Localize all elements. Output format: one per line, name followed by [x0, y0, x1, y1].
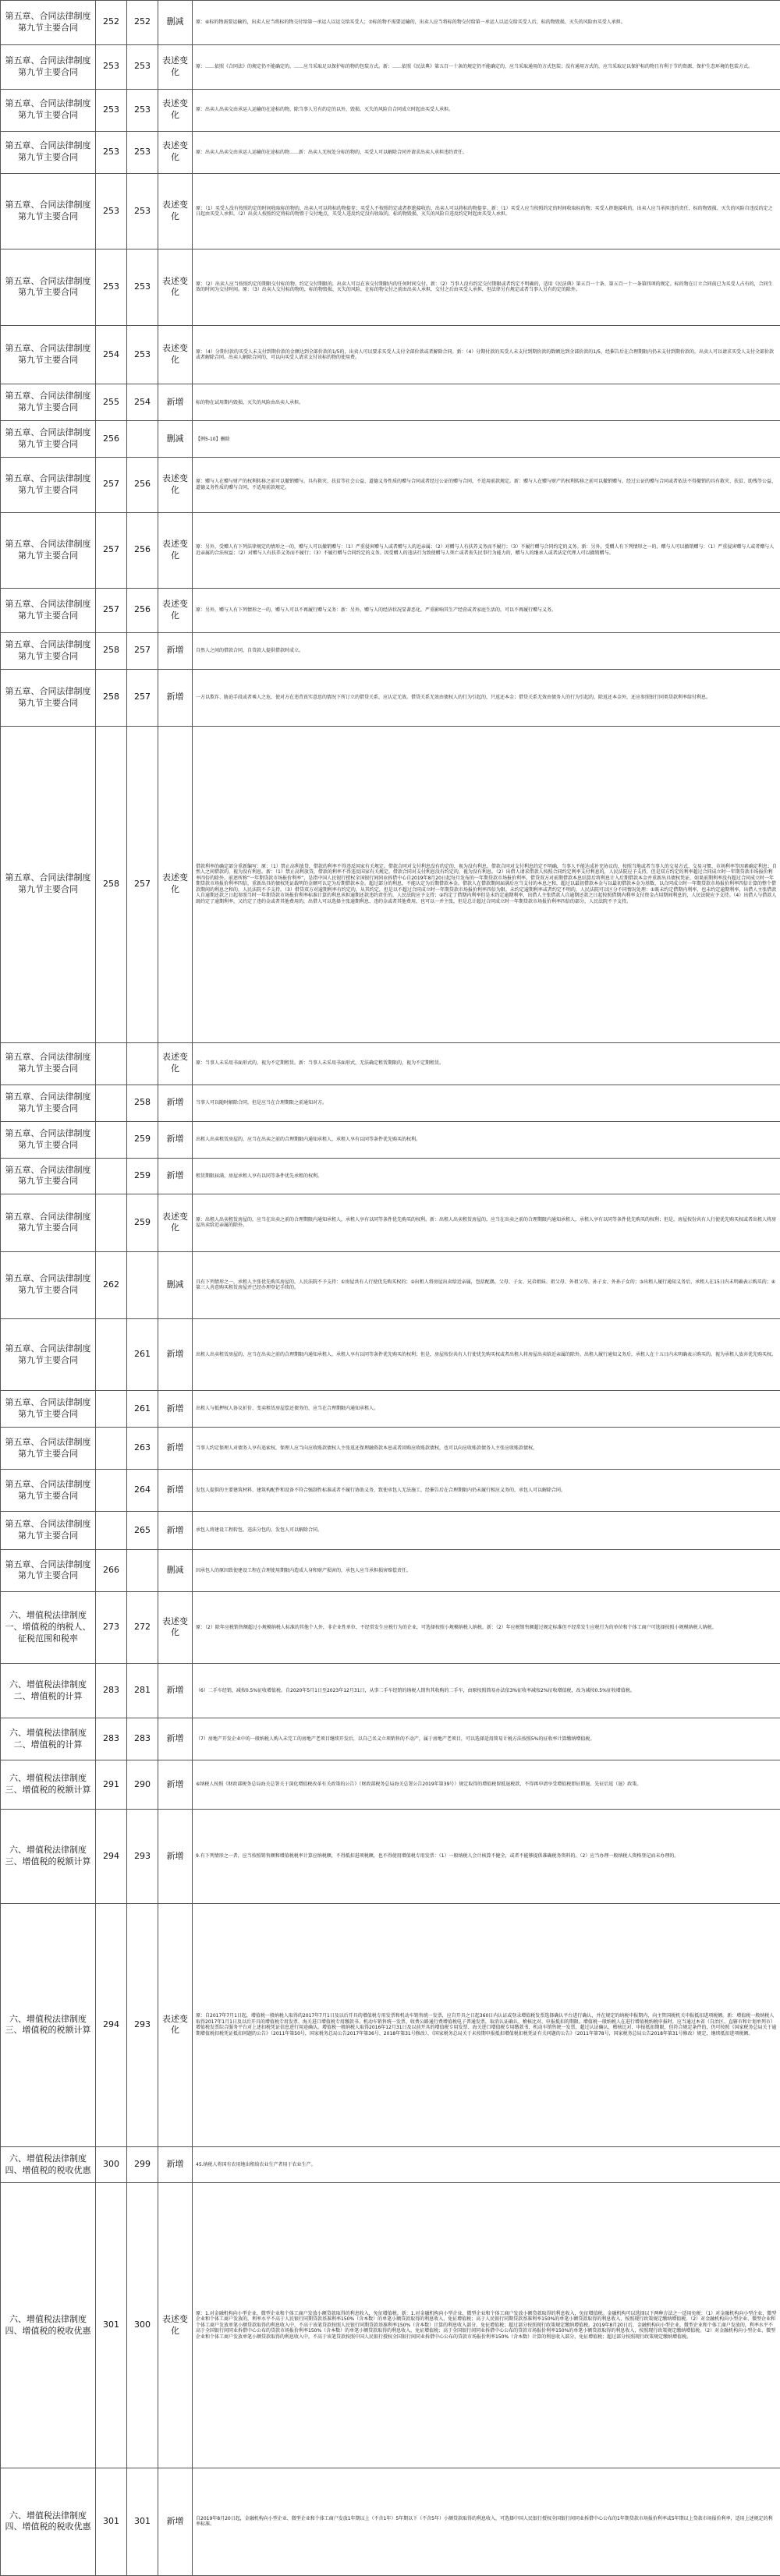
change-type-cell: 表述变化	[158, 1194, 193, 1251]
old-page-cell: 256	[96, 421, 127, 458]
change-type-cell: 表述变化	[158, 89, 193, 131]
change-content-cell: 原：当事人未采用书面形式的，视为不定期租赁。新：当事人未采用书面形式，无法确定租赁期限的，视为不定期租赁。	[193, 1042, 780, 1085]
new-page-cell: 281	[127, 1663, 158, 1718]
old-page-cell: 257	[96, 458, 127, 512]
table-row	[1, 1319, 780, 1391]
table-row	[1, 1158, 780, 1194]
new-page-cell: 253	[127, 89, 158, 131]
chapter-cell: 第五章、合同法律制度第九节主要合同	[1, 89, 96, 131]
new-page-cell: 256	[127, 458, 158, 512]
change-type-cell: 新增	[158, 2468, 193, 2575]
change-content-cell: 借款利率的确定部分重新编写：原：（1）禁止高利放贷，借款的利率不得违反国家有关规定。借款合同对支付利息没有约定的，视为没有利息。借款合同对支付利息约定不明确，当事人不能达成补充协议的，按照当地或者当事人的交易方式、交易习惯、市场利率等因素确定利息；自然人之间借款的，视为没有利息。新：（1）禁止高利放贷，借款的利率不得违反国家有关规定。借款合同对支付利息没有约定的，视为没有利息。（2）出借人请求借款人按照合同约定利率支付利息的，人民法院应予支持，但是双方约定的利率超过合同成立时一年期贷款市场报价利率四倍的除外。前述所称“一年期贷款市场报价利率”，是指中国人民银行授权全国银行间同业拆借中心自2019年8月20日起每月发布的一年期贷款市场报价利率。借贷双方对前期借款本息结算后将利息计入后期借款本金并重新出具债权凭证，如果前期利率没有超过合同成立时一年期贷款市场报价利率四倍，重新出具的债权凭证载明的金额可认定为后期借款本金。超过部分的利息，不能认定为后期借款本金。借款人在借款期间届满后应当支付的本息之和，超过以最初借款本金与以最初借款本金为基数、以合同成立时一年期贷款市场报价利率四倍计算的整个借款期间的利息之和的，人民法院不予支持。（3）借贷双方对逾期利率有约定的，从其约定，但是以不超过合同成立时一年期贷款市场报价利率四倍为限。未约定逾期利率或者约定不明的，人民法院可以区分不同情况处理：①既未约定借期内利率，也未约定逾期利率，出借人主张借款人自逾期还款之日起参照当时一年期贷款市场报价利率标准计算的利息承担逾期还款违约责任的，人民法院应予支持；②约定了借期内利率但是未约定逾期利率，出借人主张借款人自逾期还款之日起按照借期内利率支付资金占用期间利息的，人民法院应予支持。（4）出借人与借款人既约定了逾期利率，又约定了违约金或者其他费用的，出借人可以选择主张逾期利息、违约金或者其他费用，也可以一并主张，但是总计超过合同成立时一年期贷款市场报价利率四倍的部分，人民法院不予支持。	[193, 726, 780, 1042]
change-type-cell: 删减	[158, 1, 193, 45]
change-content-cell: 原：1.对金融机构向小型企业、微型企业和个体工商户发放小额贷款取得的利息收入，免征增值税。新：1.对金融机构向小型企业、微型企业和个体工商户发放小额贷款取得的利息收入，免征增值税。金融机构可以选择以下两种方法之一适用免税：（1）对金融机构向小型企业、微型企业和个体工商户发放的，利率水平不高于人民银行同期贷款基准利率150%（含本数）的单笔小额贷款取得的利息收入，免征增值税；高于人民银行同期贷款基准利率150%的单笔小额贷款取得的利息收入，按照现行政策规定缴纳增值税。（2）对金融机构向小型企业、微型企业和个体工商户发放单笔小额贷款取得的利息收入中，不高于该笔贷款按照人民银行同期贷款基准利率150%（含本数）计算的利息收入部分，免征增值税；超过部分按照现行政策规定缴纳增值税。2019年8月20日后，金融机构向小型企业、微型企业和个体工商户发放的，利率水平不高于全国银行间同业拆借中心公布的贷款市场报价利率150%（含本数）的单笔小额贷款取得的利息收入，免征增值税；高于全国银行间同业拆借中心公布的贷款市场报价利率150%的单笔小额贷款取得的利息收入，按照现行政策规定缴纳增值税。（2）对金融机构向小型企业、微型企业和个体工商户发放单笔小额贷款取得的利息收入中，不高于该笔贷款按照中国人民银行授权全国银行间同业拆借中心公布的贷款市场报价利率150%（含本数）计算的利息收入部分，免征增值税；超过部分按照现行政策规定缴纳增值税。	[193, 2183, 780, 2468]
change-content-cell: 原：（2）除年应税销售额超过小规模纳税人标准的其他个人外，非企业性单位、不经常发生应税行为的企业，可选择按照小规模纳税人纳税。新：（2）年应税销售额超过规定标准但不经常发生应税行为的单位和个体工商户可选择按照小规模纳税人纳税。	[193, 1592, 780, 1664]
new-page-cell: 259	[127, 1158, 158, 1194]
table-row	[1, 632, 780, 669]
chapter-cell: 第五章、合同法律制度第九节主要合同	[1, 1470, 96, 1512]
chapter-cell: 第五章、合同法律制度第九节主要合同	[1, 458, 96, 512]
old-page-cell: 253	[96, 173, 127, 249]
old-page-cell: 294	[96, 1904, 127, 2146]
table-row	[1, 249, 780, 325]
change-type-cell: 表述变化	[158, 1904, 193, 2146]
change-content-cell: 原：赠与人在赠与财产的权利转移之前可以撤销赠与。具有救灾、扶贫等社会公益、道德义务性质的赠与合同或者经过公证的赠与合同，不适用前款规定。新：赠与人在赠与财产的权利转移之前可以撤销赠与。经过公证的赠与合同或者依法不得撤销的具有救灾、扶贫、助残等公益、道德义务性质的赠与合同，不适用前款规定。	[193, 458, 780, 512]
new-page-cell	[127, 421, 158, 458]
change-content-cell: 租赁期限届满，房屋承租人享有以同等条件优先承租的权利。	[193, 1158, 780, 1194]
new-page-cell: 300	[127, 2183, 158, 2468]
chapter-cell: 第五章、合同法律制度第九节主要合同	[1, 1085, 96, 1121]
new-page-cell: 253	[127, 173, 158, 249]
change-content-cell: 原：（4）分期付款的买受人未支付到期价款的金额达到全部价款的1/5的，出卖人可以要求买受人支付全部价款或者解除合同。新：（4）分期付款的买受人未支付到期价款的数额达到全部价款的1/5，经催告后在合理期限内仍未支付到期价款的，出卖人可以请求买受人支付全部价款或者解除合同。出卖人解除合同的，可以向买受人请求支付该标的物的使用费。	[193, 325, 780, 384]
old-page-cell	[96, 1042, 127, 1085]
new-page-cell: 265	[127, 1512, 158, 1550]
new-page-cell: 257	[127, 632, 158, 669]
change-type-cell: 新增	[158, 1121, 193, 1158]
new-page-cell: 283	[127, 1718, 158, 1760]
old-page-cell	[96, 1194, 127, 1251]
new-page-cell: 293	[127, 1809, 158, 1904]
change-content-cell: ⑥纳税人按照《财政部税务总局海关总署关于深化增值税改革有关政策的公告》（财政部税务总局海关总署公告2019年第39号）规定取得的增值税留抵退税款，不得再申请享受增值税即征即退、先征后返（退）政策。	[193, 1760, 780, 1809]
old-page-cell: 262	[96, 1251, 127, 1319]
table-row	[1, 1470, 780, 1512]
old-page-cell: 257	[96, 588, 127, 632]
chapter-cell: 第五章、合同法律制度第九节主要合同	[1, 325, 96, 384]
table-row	[1, 325, 780, 384]
change-type-cell: 表述变化	[158, 726, 193, 1042]
change-content-cell: 发包人提供的主要建筑材料、建筑构配件和设备不符合强制性标准或者不履行协助义务，致使承包人无法施工，经催告后在合理期限内仍未履行相应义务的，承包人可以解除合同。	[193, 1470, 780, 1512]
old-page-cell	[96, 1427, 127, 1469]
old-page-cell: 253	[96, 89, 127, 131]
change-type-cell: 新增	[158, 1663, 193, 1718]
table-row	[1, 1549, 780, 1591]
table-row	[1, 2146, 780, 2183]
change-content-cell: （7）房地产开发企业中的一般纳税人购入未完工的房地产老项目继续开发后，以自己名义立项销售的不动产，属于房地产老项目，可以选择适用简易计税方法按照5%的征收率计算缴纳增值税。	[193, 1718, 780, 1760]
table-row	[1, 669, 780, 726]
old-page-cell: 258	[96, 726, 127, 1042]
new-page-cell: 299	[127, 2146, 158, 2183]
change-type-cell: 新增	[158, 669, 193, 726]
change-content-cell: 原：（2）出卖人应当按照约定的期限交付标的物。约定交付期限的，出卖人可以在该交付期限内的任何时间交付。新：（2）当事人没有约定交付期限或者约定不明确的，适用《民法典》第五百一十条、第五百一十一条第四项的规定。标的物在订立合同前已为买受人占有的，合同生效的时间为交付时间。原：（3）出卖人交付标的物的，标的物毁损、灭失的风险，在标的物交付之前由出卖人承担，交付之后由买受人承担，但法律另有规定或者当事人另有约定的除外。	[193, 249, 780, 325]
change-type-cell: 新增	[158, 1809, 193, 1904]
table-row	[1, 89, 780, 131]
new-page-cell: 257	[127, 669, 158, 726]
table-row	[1, 1121, 780, 1158]
change-content-cell: 一方以欺诈、胁迫手段或者乘人之危，使对方在违背真实意思的情况下所订立的借贷关系，应认定无效。借贷关系无效由债权人的行为引起的，只返还本金；借贷关系无效由债务人的行为引起的，除返还本金外，还应参照银行同类贷款利率给付利息。	[193, 669, 780, 726]
chapter-cell: 六、增值税法律制度三、增值税的税额计算	[1, 1760, 96, 1809]
change-type-cell: 新增	[158, 1470, 193, 1512]
old-page-cell: 273	[96, 1592, 127, 1664]
change-type-cell: 表述变化	[158, 173, 193, 249]
change-type-cell: 删减	[158, 1549, 193, 1591]
old-page-cell: 294	[96, 1809, 127, 1904]
new-page-cell	[127, 1042, 158, 1085]
old-page-cell: 253	[96, 249, 127, 325]
table-row	[1, 131, 780, 173]
chapter-cell: 第五章、合同法律制度第九节主要合同	[1, 632, 96, 669]
chapter-cell: 第五章、合同法律制度第九节主要合同	[1, 173, 96, 249]
old-page-cell	[96, 1391, 127, 1428]
old-page-cell	[96, 1319, 127, 1391]
chapter-cell: 六、增值税法律制度三、增值税的税额计算	[1, 1809, 96, 1904]
old-page-cell: 301	[96, 2183, 127, 2468]
chapter-cell: 第五章、合同法律制度第九节主要合同	[1, 384, 96, 421]
table-row	[1, 1, 780, 45]
old-page-cell: 291	[96, 1760, 127, 1809]
change-content-cell: 自2019年8月20日起，金融机构向小型企业、微型企业和个体工商户发放1年期以上（不含1年）5年期以下（不含5年）小额贷款取得的利息收入，可选择中国人民银行授权全国银行间同业拆借中心公布的1年期贷款市场报价利率或5年期以上贷款市场报价利率，适用上述规定的利率标准。	[193, 2468, 780, 2575]
new-page-cell: 264	[127, 1470, 158, 1512]
change-content-cell: 原：另外，赠与人有下列情形之一的，赠与人可以不再履行赠与义务：新：另外，赠与人的经济状况显著恶化，严重影响其生产经营或者家庭生活的，可以不再履行赠与义务。	[193, 588, 780, 632]
new-page-cell: 293	[127, 1904, 158, 2146]
new-page-cell: 272	[127, 1592, 158, 1664]
change-content-cell: 原：出租人出卖租赁房屋的，应当在出卖之前的合理期限内通知承租人，承租人享有以同等条件优先购买的权利。新：出租人出卖租赁房屋的，应当在出卖之前的合理期限内通知承租人，承租人享有以同等条件优先购买的权利；但是，房屋按份共有人行使优先购买权或者出租人将房屋出卖给近亲属的除外。	[193, 1194, 780, 1251]
change-content-cell: 出租人出卖租赁房屋的，应当在出卖之前的合理期限内通知承租人，承租人享有以同等条件优先购买的权利。	[193, 1121, 780, 1158]
table-row	[1, 1663, 780, 1718]
chapter-cell: 第五章、合同法律制度第九节主要合同	[1, 1042, 96, 1085]
table-row	[1, 588, 780, 632]
table-row	[1, 1718, 780, 1760]
new-page-cell: 256	[127, 512, 158, 588]
new-page-cell: 253	[127, 44, 158, 89]
old-page-cell: 266	[96, 1549, 127, 1591]
chapter-cell: 第五章、合同法律制度第九节主要合同	[1, 512, 96, 588]
change-content-cell: 出租人与抵押权人协议折价、变卖租赁房屋偿还债务的，应当在合理期限内通知承租人。	[193, 1391, 780, 1428]
chapter-cell: 第五章、合同法律制度第九节主要合同	[1, 1, 96, 45]
new-page-cell: 253	[127, 325, 158, 384]
change-type-cell: 新增	[158, 1085, 193, 1121]
change-content-cell: 当事人可以随时解除合同，但是应当在合理期限之前通知对方。	[193, 1085, 780, 1121]
change-type-cell: 表述变化	[158, 588, 193, 632]
chapter-cell: 第五章、合同法律制度第九节主要合同	[1, 726, 96, 1042]
old-page-cell	[96, 1470, 127, 1512]
new-page-cell: 257	[127, 726, 158, 1042]
new-page-cell: 261	[127, 1391, 158, 1428]
new-page-cell: 252	[127, 1, 158, 45]
new-page-cell	[127, 1251, 158, 1319]
table-row	[1, 44, 780, 89]
chapter-cell: 第五章、合同法律制度第九节主要合同	[1, 588, 96, 632]
change-type-cell: 表述变化	[158, 1042, 193, 1085]
change-content-cell: 当事人约定保理人对债务人享有追索权，保理人应当向应收账款债权人主张返还保理融资款本息或者回购应收账款债权，也可以向应收账款债务人主张应收账款债权。	[193, 1427, 780, 1469]
change-type-cell: 新增	[158, 1158, 193, 1194]
chapter-cell: 六、增值税法律制度四、增值税的税收优惠	[1, 2146, 96, 2183]
change-content-cell: 原：出卖人出卖交由承运人运输的在途标的物……新：出卖人无权处分标的物的，买受人可以解除合同并请求出卖人承担违约责任。	[193, 131, 780, 173]
table-row	[1, 1809, 780, 1904]
change-type-cell: 新增	[158, 632, 193, 669]
chapter-cell: 六、增值税法律制度四、增值税的税收优惠	[1, 2468, 96, 2575]
change-content-cell: 原：另外，受赠人有下列法律规定的情形之一的，赠与人可以撤销赠与：（1）严重侵害赠与人或者赠与人的近亲属；（2）对赠与人有扶养义务而不履行；（3）不履行赠与合同约定的义务。新：另外，受赠人有下列情形之一的，赠与人可以撤销赠与：（1）严重侵害赠与人或者赠与人近亲属的合法权益；（2）对赠与人有扶养义务而不履行；（3）不履行赠与合同约定的义务。因受赠人的违法行为致使赠与人死亡或者丧失民事行为能力的，赠与人的继承人或者法定代理人可以撤销赠与。	[193, 512, 780, 588]
change-content-cell: （6）二手车经销，减按0.5%征收增值税。自2020年5月1日至2023年12月31日，从事二手车经销的纳税人销售其收购的二手车，由原按照简易办法依3%征收率减按2%征收增值税，改为减按0.5%征收增值税。	[193, 1663, 780, 1718]
old-page-cell	[96, 1121, 127, 1158]
table-row	[1, 1391, 780, 1428]
chapter-cell: 第五章、合同法律制度第九节主要合同	[1, 669, 96, 726]
change-content-cell: 原：（1）买受人没有按照约定的时间收取标的物的，出卖人可以将标的物提存；买受人不按照约定或者拒绝接收的，出卖人可以将标的物提存。新：（1）买受人应当按照约定的时间收取标的物；买受人拒绝接收的，出卖人应当承担违约责任，标的物毁损、灭失的风险自违反约定之日起由买受人承担。（2）出卖人按照约定将标的物置于交付地点，买受人违反约定没有收取的，标的物毁损、灭失的风险自违反约定时起由买受人承担。	[193, 173, 780, 249]
table-row	[1, 1251, 780, 1319]
table-row	[1, 1904, 780, 2146]
chapter-cell: 六、增值税法律制度三、增值税的税额计算	[1, 1904, 96, 2146]
change-type-cell: 新增	[158, 1760, 193, 1809]
change-content-cell: 出租人出卖租赁房屋的，应当在出卖之前的合理期限内通知承租人，承租人享有以同等条件优先购买的权利；但是，房屋按份共有人行使优先购买权或者出租人将房屋出卖给近亲属的除外。出租人履行通知义务后，承租人在十五日内未明确表示购买的，视为承租人放弃优先购买权。	[193, 1319, 780, 1391]
chapter-cell: 第五章、合同法律制度第九节主要合同	[1, 421, 96, 458]
chapter-cell: 第五章、合同法律制度第九节主要合同	[1, 1391, 96, 1428]
chapter-cell: 六、增值税法律制度四、增值税的税收优惠	[1, 2183, 96, 2468]
change-content-cell: 原：……依照《合同法》的规定仍不能确定的，……应当采取足以保护标的物的包装方式。新：……依照《民法典》第五百一十条的规定仍不能确定的，应当采取通用的方式包装；没有通用方式的，应当采取足以保护标的物且有利于节约资源、保护生态环境的包装方式。	[193, 44, 780, 89]
old-page-cell: 258	[96, 669, 127, 726]
chapter-cell: 第五章、合同法律制度第九节主要合同	[1, 1121, 96, 1158]
chapter-cell: 第五章、合同法律制度第九节主要合同	[1, 1158, 96, 1194]
chapter-cell: 六、增值税法律制度一、增值税的纳税人、征税范围和税率	[1, 1592, 96, 1664]
change-type-cell: 表述变化	[158, 512, 193, 588]
change-type-cell: 新增	[158, 1319, 193, 1391]
new-page-cell: 254	[127, 384, 158, 421]
table-row	[1, 421, 780, 458]
change-type-cell: 删减	[158, 1251, 193, 1319]
change-type-cell: 删减	[158, 421, 193, 458]
table-row	[1, 384, 780, 421]
change-content-cell: 标的物在试用期内毁损、灭失的风险由出卖人承担。	[193, 384, 780, 421]
table-row	[1, 1592, 780, 1664]
table-row	[1, 1085, 780, 1121]
old-page-cell	[96, 1158, 127, 1194]
table-row	[1, 173, 780, 249]
change-type-cell: 表述变化	[158, 44, 193, 89]
old-page-cell: 254	[96, 325, 127, 384]
table-row	[1, 1760, 780, 1809]
table-row	[1, 1042, 780, 1085]
old-page-cell: 257	[96, 512, 127, 588]
change-content-cell: 【例5-10】删除	[193, 421, 780, 458]
change-type-cell: 表述变化	[158, 325, 193, 384]
change-content-cell: 具有下列情形之一，承租人主张优先购买房屋的，人民法院不予支持：①房屋共有人行使优先购买权的；②出租人将房屋出卖给近亲属，包括配偶、父母、子女、兄弟姐妹、祖父母、外祖父母、孙子女、外孙子女的；③出租人履行通知义务后，承租人在15日内未明确表示购买的；④第三人善意购买租赁房屋并已经办理登记手续的。	[193, 1251, 780, 1319]
change-content-cell: 原：出卖人出卖交由承运人运输的在途标的物，除当事人另有约定的以外，毁损、灭失的风险自合同成立时起由买受人承担。	[193, 89, 780, 131]
new-page-cell: 290	[127, 1760, 158, 1809]
chapter-cell: 第五章、合同法律制度第九节主要合同	[1, 1512, 96, 1550]
table-row	[1, 1194, 780, 1251]
old-page-cell: 301	[96, 2468, 127, 2575]
chapter-cell: 六、增值税法律制度二、增值税的计算	[1, 1663, 96, 1718]
chapter-cell: 第五章、合同法律制度第九节主要合同	[1, 44, 96, 89]
chapter-cell: 第五章、合同法律制度第九节主要合同	[1, 1549, 96, 1591]
old-page-cell: 300	[96, 2146, 127, 2183]
change-content-cell: 自然人之间的借款合同，自贷款人提供借款时成立。	[193, 632, 780, 669]
old-page-cell	[96, 1085, 127, 1121]
chapter-cell: 第五章、合同法律制度第九节主要合同	[1, 1251, 96, 1319]
table-row	[1, 2183, 780, 2468]
new-page-cell: 258	[127, 1085, 158, 1121]
chapter-cell: 第五章、合同法律制度第九节主要合同	[1, 249, 96, 325]
chapter-cell: 第五章、合同法律制度第九节主要合同	[1, 1194, 96, 1251]
change-type-cell: 表述变化	[158, 249, 193, 325]
chapter-cell: 第五章、合同法律制度第九节主要合同	[1, 1427, 96, 1469]
chapter-cell: 六、增值税法律制度二、增值税的计算	[1, 1718, 96, 1760]
table-row	[1, 726, 780, 1042]
table-row	[1, 458, 780, 512]
change-content-cell: 原：⑥标的物需要运输的，出卖人应当将标的物交付给第一承运人以运交给买受人；⑦标的物不需要运输的，出卖人应当将标的物交付给第一承运人以运交给买受人后，标的物毁损、灭失的风险由买受人承担。	[193, 1, 780, 45]
new-page-cell	[127, 1549, 158, 1591]
change-content-cell: 45.纳税人将国有农用地出租给农业生产者用于农业生产。	[193, 2146, 780, 2183]
old-page-cell: 283	[96, 1663, 127, 1718]
new-page-cell: 259	[127, 1121, 158, 1158]
table-row	[1, 1427, 780, 1469]
change-type-cell: 新增	[158, 1427, 193, 1469]
old-page-cell: 253	[96, 44, 127, 89]
old-page-cell: 252	[96, 1, 127, 45]
change-content-cell: 原：自2017年7月1日起，增值税一般纳税人取得的2017年7月1日及以后开具的增值税专用发票和机动车销售统一发票，应自开具之日起360日内认证或登录增值税发票选择确认平台进行确认，并在规定的纳税申报期内，向主管国税机关申报抵扣进项税额。新：增值税一般纳税人取得2017年1月1日及以后开具的增值税专用发票、海关进口增值税专用缴款书、机动车销售统一发票、收费公路通行费增值税电子普通发票，取消认证确认、稽核比对、申报抵扣的期限。增值税一般纳税人在进行增值税纳税申报时，应当通过本省（自治区、直辖市和计划单列市）增值税发票综合服务平台对上述扣税凭证信息进行用途确认。增值税一般纳税人取得2016年12月31日及以前开具的增值税专用发票、海关进口增值税专用缴款书、机动车销售统一发票，超过认证确认、稽核比对、申报抵扣期限，但符合规定条件的，仍可按照《国家税务总局关于逾期增值税扣税凭证抵扣问题的公告》（2011年第50号，国家税务总局公告2017年第36号、2018年第31号修改）、《国家税务总局关于未按期申报抵扣增值税扣税凭证有关问题的公告》（2011年第78号，国家税务总局公告2018年第31号修改）规定，继续抵扣进项税额。	[193, 1904, 780, 2146]
old-page-cell: 283	[96, 1718, 127, 1760]
new-page-cell: 253	[127, 131, 158, 173]
change-type-cell: 新增	[158, 384, 193, 421]
chapter-cell: 第五章、合同法律制度第九节主要合同	[1, 131, 96, 173]
change-type-cell: 表述变化	[158, 2183, 193, 2468]
new-page-cell: 256	[127, 588, 158, 632]
change-content-cell: 因承包人的原因致使建设工程在合理使用期限内造成人身和财产损害的，承包人应当承担损害赔偿责任。	[193, 1549, 780, 1591]
old-page-cell: 255	[96, 384, 127, 421]
table-row	[1, 512, 780, 588]
new-page-cell: 263	[127, 1427, 158, 1469]
chapter-cell: 第五章、合同法律制度第九节主要合同	[1, 1319, 96, 1391]
new-page-cell: 259	[127, 1194, 158, 1251]
old-page-cell: 253	[96, 131, 127, 173]
change-type-cell: 新增	[158, 1391, 193, 1428]
change-type-cell: 表述变化	[158, 1592, 193, 1664]
new-page-cell: 261	[127, 1319, 158, 1391]
table-row	[1, 2468, 780, 2575]
table-row	[1, 1512, 780, 1550]
change-type-cell: 新增	[158, 1512, 193, 1550]
change-type-cell: 表述变化	[158, 458, 193, 512]
change-type-cell: 新增	[158, 1718, 193, 1760]
new-page-cell: 301	[127, 2468, 158, 2575]
change-type-cell: 表述变化	[158, 131, 193, 173]
change-type-cell: 新增	[158, 2146, 193, 2183]
new-page-cell: 253	[127, 249, 158, 325]
change-content-cell: 9.有下列情形之一者，应当按照销售额和增值税税率计算应纳税额，不得抵扣进项税额，也不得使用增值税专用发票：（1）一般纳税人会计核算不健全，或者不能够提供准确税务资料的。（2）应当办理一般纳税人资格登记而未办理的。	[193, 1809, 780, 1904]
old-page-cell: 258	[96, 632, 127, 669]
changes-table-body	[1, 1, 780, 2576]
old-page-cell	[96, 1512, 127, 1550]
change-content-cell: 承包人将建设工程转包、违法分包的，发包人可以解除合同。	[193, 1512, 780, 1550]
